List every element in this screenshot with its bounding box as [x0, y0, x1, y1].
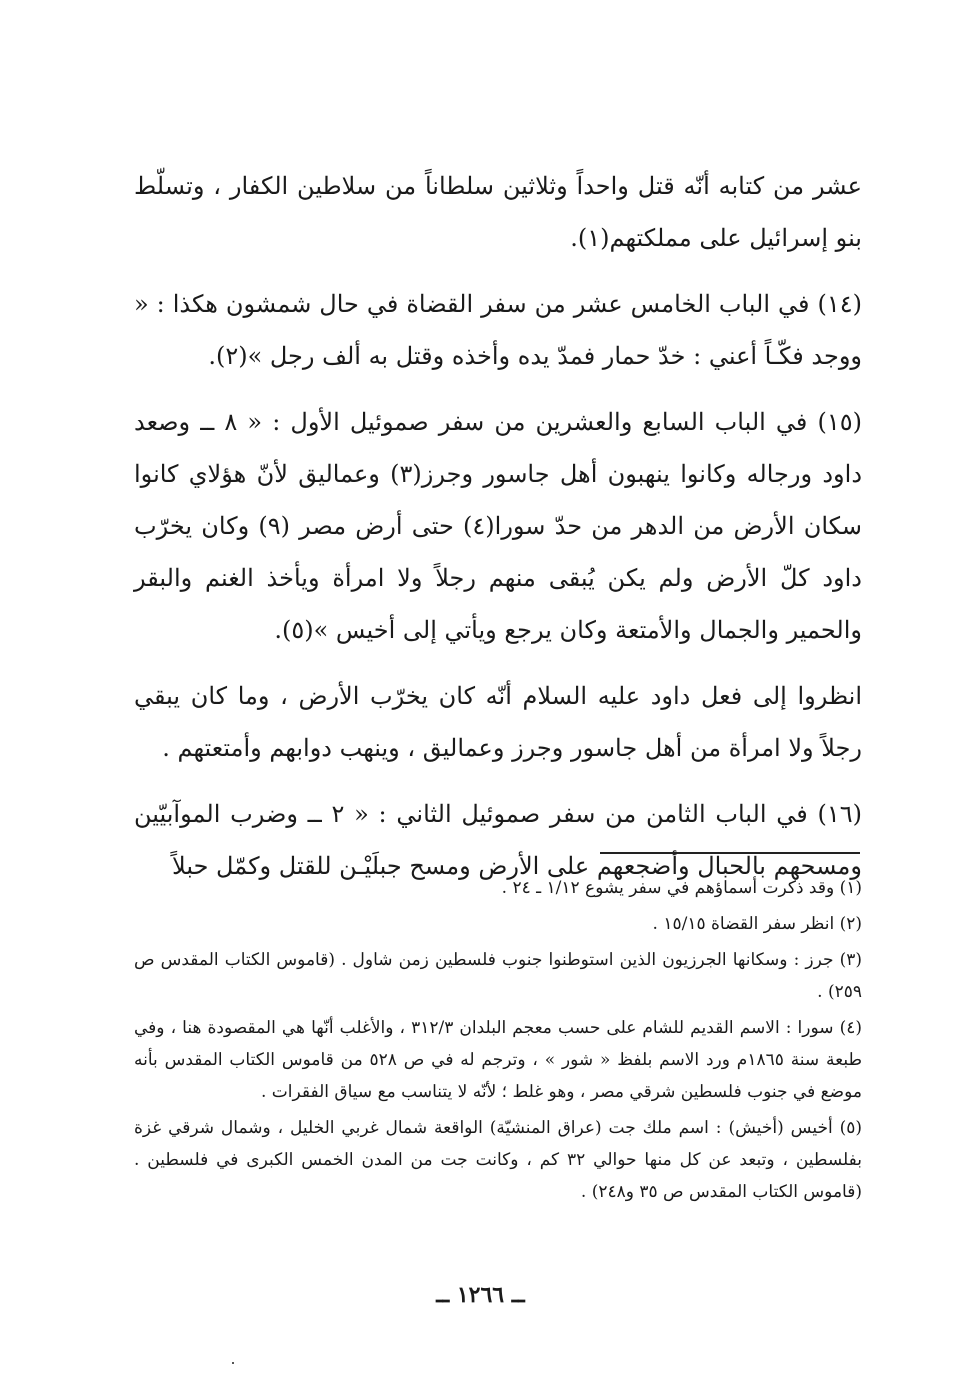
- footnote-separator: [600, 852, 860, 854]
- paragraph: (١٥) في الباب السابع والعشرين من سفر صموئيل الأول : « ٨ ــ وصعد داود ورجاله وكانوا ينهبون أهل جاسور وجرز(٣) وعماليق لأنّ هؤلاي كانوا سكان الأرض من الدهر من حدّ سورا(٤) حتى أرض مصر (٩) وكان يخرّب داود كلّ الأرض ولم يكن يُبقى منهم رجلاً ولا امرأة ويأخذ الغنم والبقر والحمير والجمال والأمتعة وكان يرجع ويأتي إلى أخيس »(٥).: [134, 408, 863, 644]
- footnote: (٣) جرز : وسكانها الجرزيون الذين استوطنوا جنوب فلسطين زمن شاول . (قاموس الكتاب المقدس ص ٢٥٩) .: [134, 950, 862, 1002]
- paragraph: (١٤) في الباب الخامس عشر من سفر القضاة في حال شمشون هكذا : « ووجد فكّـاً أعني : خدّ حمار فمدّ يده وأخذه وقتل به ألف رجل »(٢).: [134, 290, 863, 370]
- main-text: [134, 160, 862, 906]
- footnotes: [134, 872, 862, 1212]
- paragraph: انظروا إلى فعل داود عليه السلام أنّه كان يخرّب الأرض ، وما كان يبقي رجلاً ولا امرأة من أهل جاسور وجرز وعماليق ، وينهب دوابهم وأمتعتهم .: [134, 682, 862, 762]
- footnote: (١) وقد ذكرت أسماؤهم في سفر يشوع ١/١٢ ـ ٢٤ .: [501, 878, 862, 898]
- footnote: (٢) انظر سفر القضاة ١٥/١٥ .: [652, 914, 862, 934]
- paragraph: (١٦) في الباب الثامن من سفر صموئيل الثاني : « ٢ ــ وضرب الموآبيّين ومسحهم بالحبال وأضجعهم على الأرض ومسح جبلَيْـن للقتل وكمّل حبلاً: [134, 800, 863, 880]
- footnote: (٥) أخيس (أخيش) : اسم ملك جت (عراق المنشيّة) الواقعة شمال غربي الخليل ، وشمال شرقي غزة بفلسطين ، وتبعد عن كل منها حوالي ٣٢ كم ، وكانت جت من المدن الخمس الكبرى في فلسطين . (قاموس الكتاب المقدس ص ٣٥ و٢٤٨) .: [134, 1118, 862, 1202]
- paragraph: عشر من كتابه أنّه قتل واحداً وثلاثين سلطاناً من سلاطين الكفار ، وتسلّط بنو إسرائيل على مملكتهم(١).: [134, 172, 862, 252]
- page-number: ــ ١٢٦٦ ــ: [436, 1282, 525, 1308]
- scan-speck: [232, 1362, 234, 1364]
- footnote: (٤) سورا : الاسم القديم للشام على حسب معجم البلدان ٣١٢/٣ ، والأغلب أنّها هي المقصودة هنا ، وفي طبعة سنة ١٨٦٥م ورد الاسم بلفظ « شور » ، وترجم له في ص ٥٢٨ من قاموس الكتاب المقدس بأنه موضع في جنوب فلسطين شرقي مصر ، وهو غلط ؛ لأنّه لا يتناسب مع سياق الفقرات .: [134, 1018, 862, 1102]
